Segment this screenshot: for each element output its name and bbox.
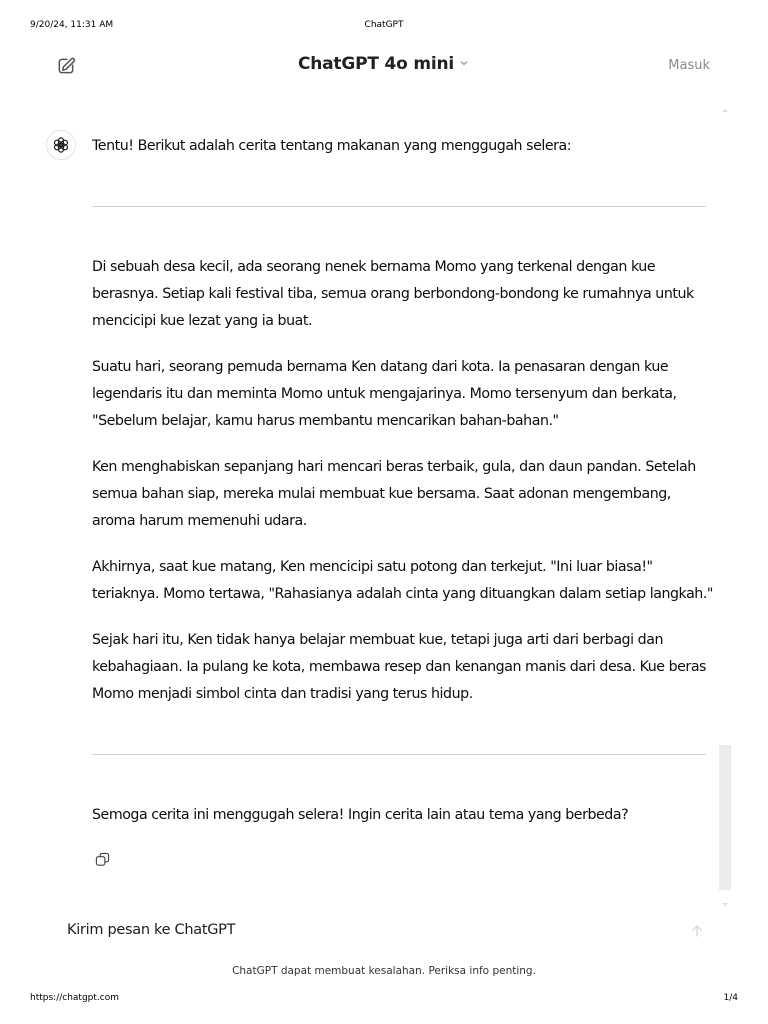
print-title: ChatGPT xyxy=(364,20,404,30)
story-body xyxy=(92,254,714,708)
message-intro: Tentu! Berikut adalah cerita tentang makanan yang menggugah selera: xyxy=(92,138,572,154)
scroll-up-arrow-icon[interactable] xyxy=(722,100,728,106)
assistant-message xyxy=(92,133,714,829)
story-paragraph: Sejak hari itu, Ken tidak hanya belajar membuat kue, tetapi juga arti dari berbagi dan kebahagiaan. Ia pulang ke kota, membawa resep dan kenangan manis dari desa. Kue beras Momo menjadi simbol cinta dan tradisi yang terus hidup. xyxy=(92,632,706,702)
print-header xyxy=(0,20,768,32)
story-paragraph: Di sebuah desa kecil, ada seorang nenek bernama Momo yang terkenal dengan kue berasnya. Setiap kali festival tiba, semua orang berbondong-bondong ke rumahnya untuk mencicipi kue lezat yang ia buat. xyxy=(92,259,694,329)
model-selector[interactable] xyxy=(0,54,768,74)
arrow-up-icon xyxy=(690,924,704,938)
top-bar xyxy=(0,48,768,86)
model-name: ChatGPT 4o mini xyxy=(297,54,454,74)
story-paragraph: Ken menghabiskan sepanjang hari mencari beras terbaik, gula, dan daun pandan. Setelah semua bahan siap, mereka mulai membuat kue bersama. Saat adonan mengembang, aroma harum memenuhi udara. xyxy=(92,459,696,529)
copy-icon xyxy=(95,852,110,867)
print-footer xyxy=(0,993,768,1005)
print-datetime: 9/20/24, 11:31 AM xyxy=(30,20,114,30)
message-input[interactable] xyxy=(67,922,667,938)
assistant-avatar xyxy=(46,130,76,160)
copy-button[interactable] xyxy=(93,850,111,868)
scrollbar-thumb[interactable] xyxy=(719,745,731,890)
divider xyxy=(92,206,706,207)
scroll-down-arrow-icon[interactable] xyxy=(722,895,728,901)
login-button[interactable]: Masuk xyxy=(668,58,710,73)
divider xyxy=(92,754,706,755)
story-paragraph: Suatu hari, seorang pemuda bernama Ken datang dari kota. Ia penasaran dengan kue legendaris itu dan meminta Momo untuk mengajarinya. Momo tersenyum dan berkata, "Sebelum belajar, kamu harus membantu mencarikan bahan-bahan." xyxy=(92,359,677,429)
send-button[interactable] xyxy=(688,922,706,940)
openai-logo-icon xyxy=(52,136,70,154)
print-page-number: 1/4 xyxy=(723,993,738,1003)
chevron-down-icon xyxy=(458,54,470,74)
disclaimer: ChatGPT dapat membuat kesalahan. Periksa info penting. xyxy=(232,965,536,977)
story-paragraph: Akhirnya, saat kue matang, Ken mencicipi satu potong dan terkejut. "Ini luar biasa!" teriaknya. Momo tertawa, "Rahasianya adalah cinta yang dituangkan dalam setiap langkah." xyxy=(92,559,713,602)
composer xyxy=(0,918,768,948)
message-closing: Semoga cerita ini menggugah selera! Ingin cerita lain atau tema yang berbeda? xyxy=(92,807,629,823)
print-url: https://chatgpt.com xyxy=(30,993,119,1003)
